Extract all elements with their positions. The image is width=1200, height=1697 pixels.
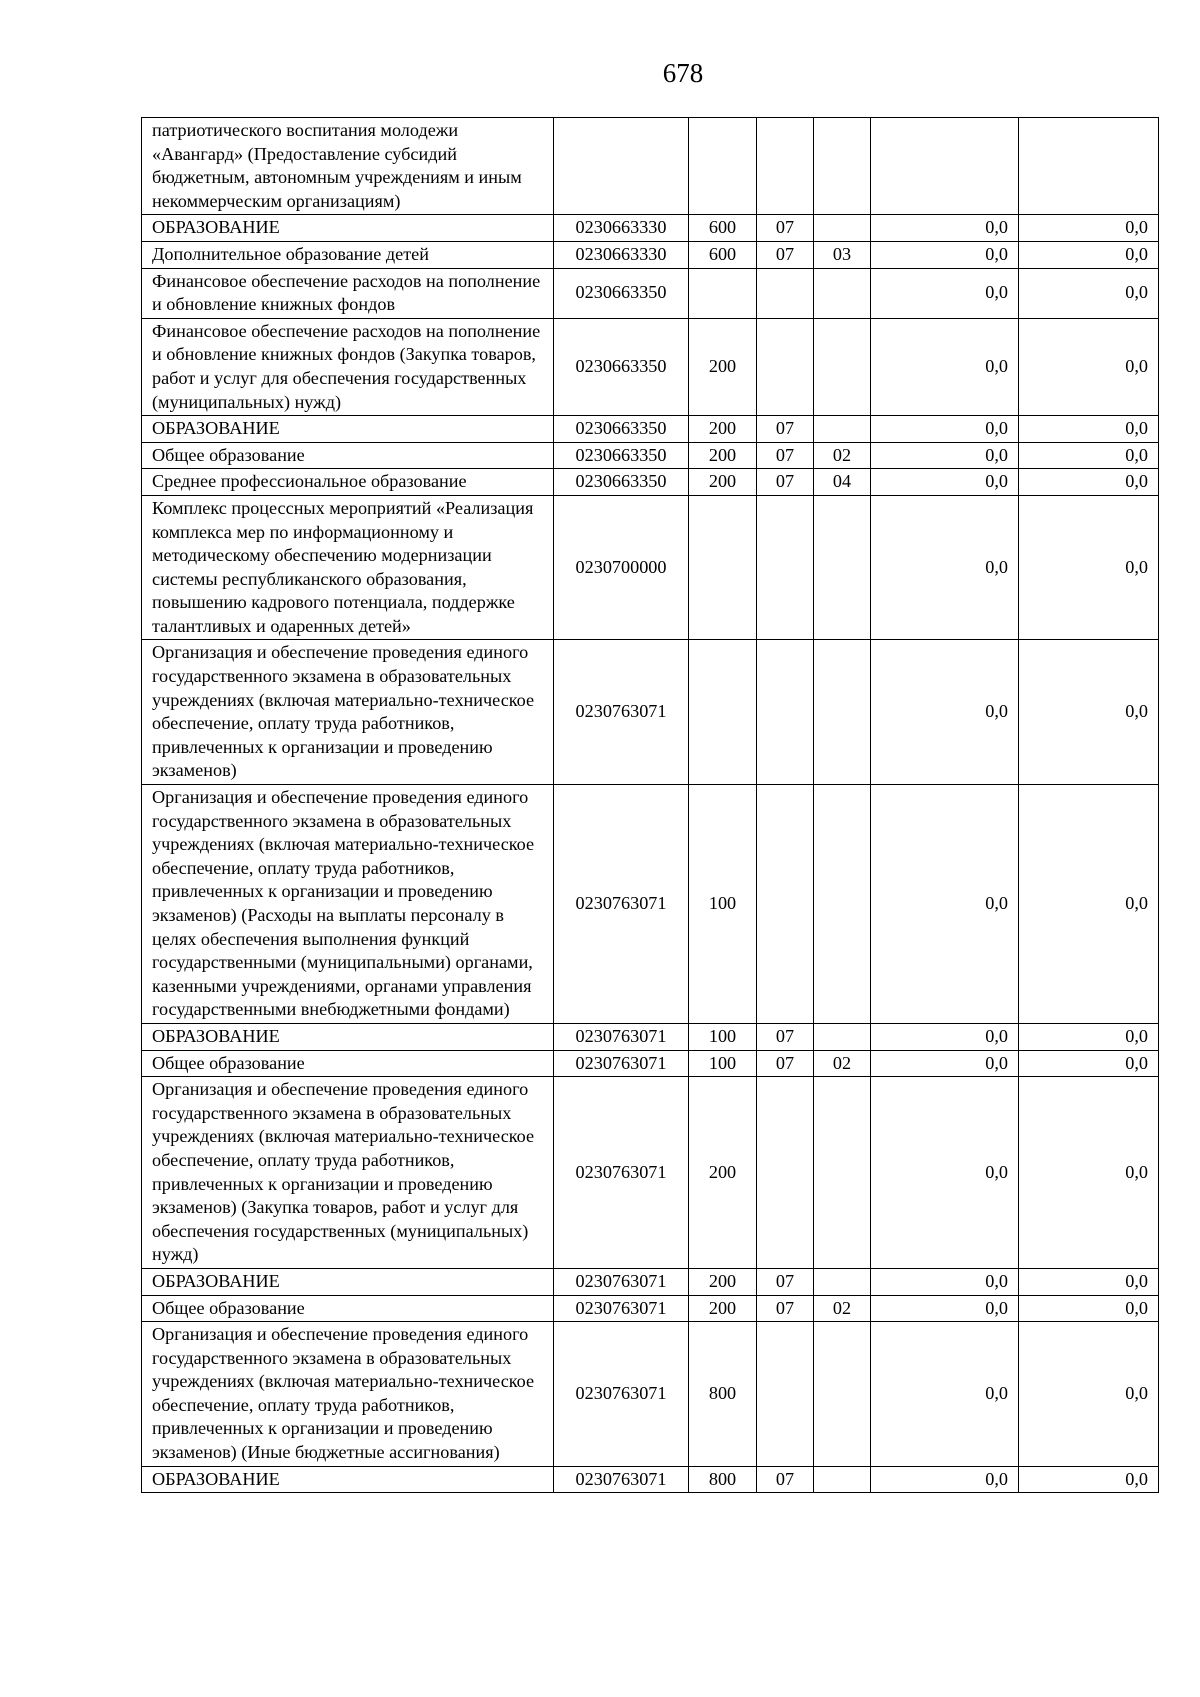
section-code: 07 (757, 1023, 814, 1050)
amount-year-1: 0,0 (871, 469, 1019, 496)
expense-type-code: 200 (689, 442, 757, 469)
row-description: Организация и обеспечение проведения единого государственного экзамена в образовательных учреждениях (включая материально-техническое обеспечение, оплату труда работников, привлеченных к организации и проведению экзаменов) (142, 640, 554, 785)
amount-year-1: 0,0 (871, 1295, 1019, 1322)
amount-year-2: 0,0 (1019, 215, 1159, 242)
section-code: 07 (757, 215, 814, 242)
table-row (142, 495, 1159, 640)
table-row (142, 1268, 1159, 1295)
amount-year-2: 0,0 (1019, 1077, 1159, 1269)
target-article-code: 0230663330 (554, 241, 689, 268)
row-description: патриотического воспитания молодежи «Авангард» (Предоставление субсидий бюджетным, автономным учреждениям и иным некоммерческим организациям) (142, 118, 554, 215)
target-article-code: 0230663350 (554, 268, 689, 318)
section-code: 07 (757, 1295, 814, 1322)
target-article-code: 0230663330 (554, 215, 689, 242)
section-code (757, 640, 814, 785)
row-description: Организация и обеспечение проведения единого государственного экзамена в образовательных учреждениях (включая материально-техническое обеспечение, оплату труда работников, привлеченных к организации и проведению экзаменов) (Закупка товаров, работ и услуг для обеспечения государственных (муниципальных) нужд) (142, 1077, 554, 1269)
expense-type-code: 200 (689, 416, 757, 443)
table-row (142, 1466, 1159, 1493)
expense-type-code: 800 (689, 1466, 757, 1493)
expense-type-code: 600 (689, 241, 757, 268)
section-code (757, 318, 814, 415)
section-code (757, 1077, 814, 1269)
subsection-code (814, 318, 871, 415)
target-article-code: 0230763071 (554, 1322, 689, 1467)
table-row (142, 268, 1159, 318)
target-article-code: 0230763071 (554, 785, 689, 1024)
budget-table (141, 117, 1159, 1493)
amount-year-2: 0,0 (1019, 442, 1159, 469)
amount-year-2: 0,0 (1019, 785, 1159, 1024)
row-description: Общее образование (142, 1050, 554, 1077)
amount-year-2: 0,0 (1019, 1466, 1159, 1493)
row-description: Финансовое обеспечение расходов на пополнение и обновление книжных фондов (142, 268, 554, 318)
expense-type-code: 100 (689, 785, 757, 1024)
amount-year-2: 0,0 (1019, 469, 1159, 496)
target-article-code: 0230663350 (554, 469, 689, 496)
table-row (142, 1077, 1159, 1269)
section-code: 07 (757, 1466, 814, 1493)
row-description: Комплекс процессных мероприятий «Реализация комплекса мер по информационному и методическому обеспечению модернизации системы республиканского образования, повышению кадрового потенциала, поддержке талантливых и одаренных детей» (142, 495, 554, 640)
row-description: ОБРАЗОВАНИЕ (142, 1023, 554, 1050)
amount-year-1: 0,0 (871, 318, 1019, 415)
amount-year-2: 0,0 (1019, 1295, 1159, 1322)
amount-year-2: 0,0 (1019, 1023, 1159, 1050)
target-article-code: 0230763071 (554, 640, 689, 785)
table-row (142, 416, 1159, 443)
amount-year-2: 0,0 (1019, 416, 1159, 443)
target-article-code: 0230763071 (554, 1268, 689, 1295)
row-description: Среднее профессиональное образование (142, 469, 554, 496)
amount-year-2: 0,0 (1019, 241, 1159, 268)
subsection-code: 02 (814, 1295, 871, 1322)
table-row (142, 318, 1159, 415)
amount-year-1: 0,0 (871, 1050, 1019, 1077)
subsection-code: 03 (814, 241, 871, 268)
amount-year-1: 0,0 (871, 785, 1019, 1024)
row-description: Общее образование (142, 442, 554, 469)
table-row (142, 1295, 1159, 1322)
expense-type-code: 200 (689, 1295, 757, 1322)
subsection-code (814, 1322, 871, 1467)
amount-year-2: 0,0 (1019, 1050, 1159, 1077)
target-article-code: 0230763071 (554, 1077, 689, 1269)
target-article-code: 0230663350 (554, 318, 689, 415)
section-code (757, 495, 814, 640)
section-code (757, 1322, 814, 1467)
amount-year-1: 0,0 (871, 495, 1019, 640)
amount-year-1: 0,0 (871, 215, 1019, 242)
expense-type-code (689, 495, 757, 640)
expense-type-code (689, 268, 757, 318)
row-description: ОБРАЗОВАНИЕ (142, 215, 554, 242)
subsection-code (814, 495, 871, 640)
amount-year-2: 0,0 (1019, 1268, 1159, 1295)
table-row (142, 469, 1159, 496)
subsection-code (814, 1023, 871, 1050)
amount-year-1: 0,0 (871, 442, 1019, 469)
amount-year-1: 0,0 (871, 1023, 1019, 1050)
table-body (142, 118, 1159, 1493)
target-article-code: 0230663350 (554, 416, 689, 443)
target-article-code: 0230663350 (554, 442, 689, 469)
row-description: Организация и обеспечение проведения единого государственного экзамена в образовательных учреждениях (включая материально-техническое обеспечение, оплату труда работников, привлеченных к организации и проведению экзаменов) (Иные бюджетные ассигнования) (142, 1322, 554, 1467)
table-row (142, 118, 1159, 215)
table-row (142, 785, 1159, 1024)
subsection-code (814, 785, 871, 1024)
amount-year-2: 0,0 (1019, 318, 1159, 415)
amount-year-1: 0,0 (871, 1466, 1019, 1493)
expense-type-code: 200 (689, 469, 757, 496)
subsection-code (814, 1466, 871, 1493)
amount-year-1: 0,0 (871, 1322, 1019, 1467)
row-description: ОБРАЗОВАНИЕ (142, 416, 554, 443)
section-code (757, 268, 814, 318)
expense-type-code: 100 (689, 1050, 757, 1077)
section-code: 07 (757, 469, 814, 496)
subsection-code (814, 268, 871, 318)
section-code: 07 (757, 1050, 814, 1077)
target-article-code: 0230763071 (554, 1466, 689, 1493)
section-code (757, 118, 814, 215)
expense-type-code: 800 (689, 1322, 757, 1467)
amount-year-1: 0,0 (871, 416, 1019, 443)
expense-type-code: 200 (689, 318, 757, 415)
row-description: Организация и обеспечение проведения единого государственного экзамена в образовательных учреждениях (включая материально-техническое обеспечение, оплату труда работников, привлеченных к организации и проведению экзаменов) (Расходы на выплаты персоналу в целях обеспечения выполнения функций государственными (муниципальными) органами, казенными учреждениями, органами управления государственными внебюджетными фондами) (142, 785, 554, 1024)
target-article-code: 0230763071 (554, 1295, 689, 1322)
expense-type-code (689, 640, 757, 785)
amount-year-2 (1019, 118, 1159, 215)
row-description: Общее образование (142, 1295, 554, 1322)
table-row (142, 640, 1159, 785)
subsection-code: 02 (814, 1050, 871, 1077)
section-code: 07 (757, 416, 814, 443)
target-article-code (554, 118, 689, 215)
amount-year-2: 0,0 (1019, 1322, 1159, 1467)
row-description: Финансовое обеспечение расходов на пополнение и обновление книжных фондов (Закупка товаров, работ и услуг для обеспечения государственных (муниципальных) нужд) (142, 318, 554, 415)
expense-type-code (689, 118, 757, 215)
subsection-code (814, 215, 871, 242)
amount-year-1: 0,0 (871, 241, 1019, 268)
row-description: Дополнительное образование детей (142, 241, 554, 268)
row-description: ОБРАЗОВАНИЕ (142, 1268, 554, 1295)
section-code: 07 (757, 1268, 814, 1295)
table-row (142, 241, 1159, 268)
amount-year-1: 0,0 (871, 1268, 1019, 1295)
page-number: 678 (662, 58, 704, 88)
amount-year-1: 0,0 (871, 640, 1019, 785)
amount-year-1: 0,0 (871, 268, 1019, 318)
target-article-code: 0230763071 (554, 1050, 689, 1077)
expense-type-code: 100 (689, 1023, 757, 1050)
subsection-code (814, 1268, 871, 1295)
subsection-code: 02 (814, 442, 871, 469)
target-article-code: 0230700000 (554, 495, 689, 640)
table-row (142, 215, 1159, 242)
table-row (142, 442, 1159, 469)
subsection-code (814, 118, 871, 215)
table-row (142, 1023, 1159, 1050)
amount-year-2: 0,0 (1019, 495, 1159, 640)
amount-year-2: 0,0 (1019, 268, 1159, 318)
section-code: 07 (757, 442, 814, 469)
section-code (757, 785, 814, 1024)
subsection-code (814, 640, 871, 785)
subsection-code: 04 (814, 469, 871, 496)
amount-year-1 (871, 118, 1019, 215)
target-article-code: 0230763071 (554, 1023, 689, 1050)
section-code: 07 (757, 241, 814, 268)
subsection-code (814, 1077, 871, 1269)
expense-type-code: 600 (689, 215, 757, 242)
amount-year-1: 0,0 (871, 1077, 1019, 1269)
amount-year-2: 0,0 (1019, 640, 1159, 785)
expense-type-code: 200 (689, 1268, 757, 1295)
subsection-code (814, 416, 871, 443)
row-description: ОБРАЗОВАНИЕ (142, 1466, 554, 1493)
table-row (142, 1050, 1159, 1077)
expense-type-code: 200 (689, 1077, 757, 1269)
table-row (142, 1322, 1159, 1467)
